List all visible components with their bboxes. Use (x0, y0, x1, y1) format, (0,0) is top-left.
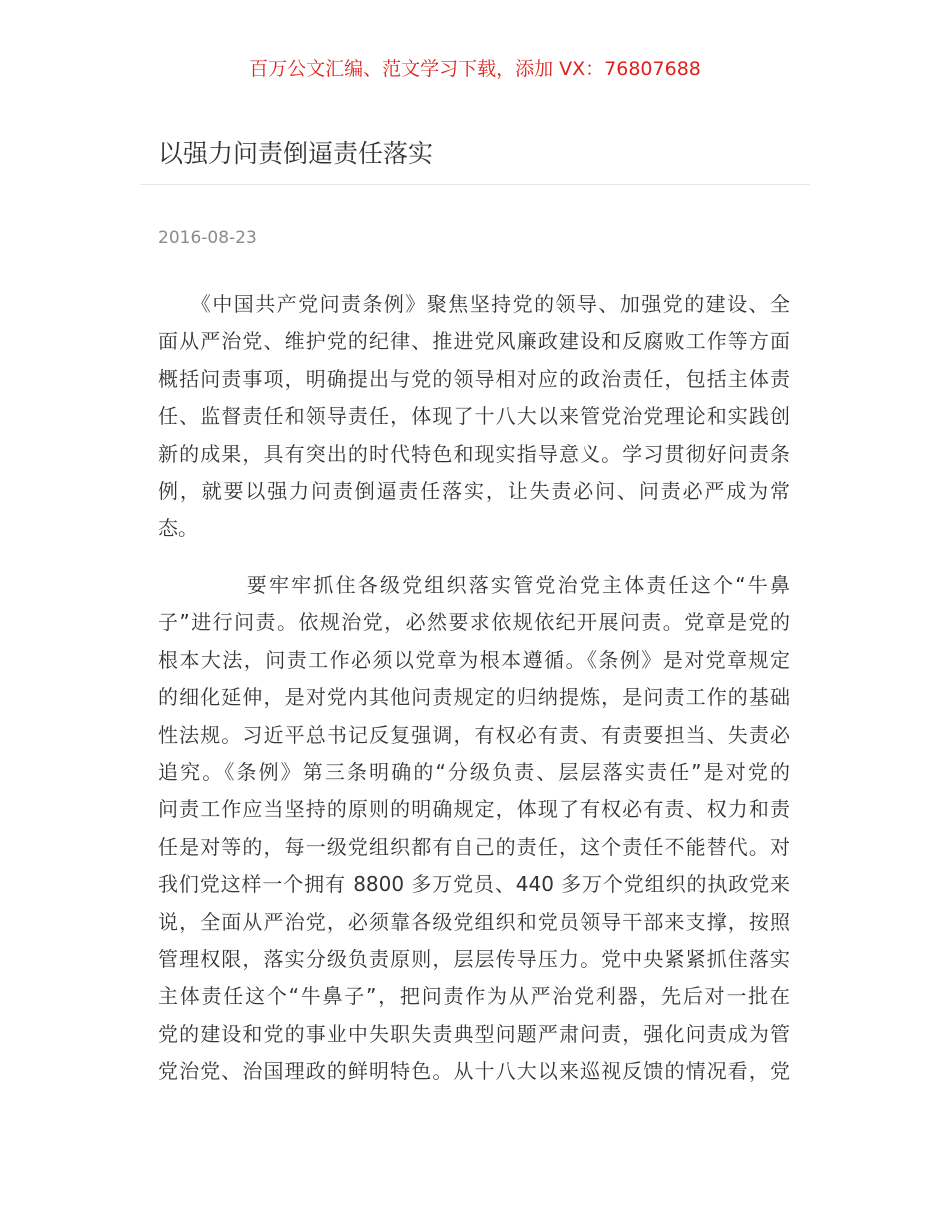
paragraph-line: 党治党、治国理政的鲜明特色。从十八大以来巡视反馈的情况看，党 (158, 1059, 790, 1084)
article-paragraph-2 (158, 567, 790, 1090)
paragraph-line: 追究。《条例》第三条明确的“分级负责、层层落实责任”是对党的 (158, 759, 790, 784)
paragraph-line: 面从严治党、维护党的纪律、推进党风廉政建设和反腐败工作等方面 (158, 329, 790, 354)
paragraph-line: 根本大法，问责工作必须以党章为根本遵循。《条例》是对党章规定 (158, 647, 790, 672)
paragraph-line: 任是对等的，每一级党组织都有自己的责任，这个责任不能替代。对 (158, 834, 790, 859)
paragraph-line: 党的建设和党的事业中失职失责典型问题严肃问责，强化问责成为管 (158, 1021, 790, 1046)
title-divider (140, 184, 810, 185)
paragraph-line: 性法规。习近平总书记反复强调，有权必有责、有责要担当、失责必 (158, 722, 790, 747)
promo-banner: 百万公文汇编、范文学习下载，添加 VX：76807688 (249, 58, 701, 80)
paragraph-line: 说，全面从严治党，必须靠各级党组织和党员领导干部来支撑，按照 (158, 909, 790, 934)
paragraph-line: 问责工作应当坚持的原则的明确规定，体现了有权必有责、权力和责 (158, 797, 790, 822)
paragraph-line: 要牢牢抓住各级党组织落实管党治党主体责任这个“牛鼻 (158, 573, 790, 597)
paragraph-line: 我们党这样一个拥有 8800 多万党员、440 多万个党组织的执政党来 (158, 872, 790, 897)
article-paragraph-1 (158, 286, 790, 548)
paragraph-line: 任、监督责任和领导责任，体现了十八大以来管党治党理论和实践创 (158, 404, 790, 429)
publish-date: 2016-08-23 (158, 228, 257, 248)
paragraph-line: 管理权限，落实分级负责原则，层层传导压力。党中央紧紧抓住落实 (158, 946, 790, 971)
paragraph-line: 《中国共产党问责条例》聚焦坚持党的领导、加强党的建设、全 (158, 292, 790, 316)
paragraph-line: 子”进行问责。依规治党，必然要求依规依纪开展问责。党章是党的 (158, 610, 790, 635)
paragraph-line: 概括问责事项，明确提出与党的领导相对应的政治责任，包括主体责 (158, 366, 790, 391)
paragraph-line: 态。 (158, 516, 198, 541)
paragraph-line: 的细化延伸，是对党内其他问责规定的归纳提炼，是问责工作的基础 (158, 685, 790, 710)
paragraph-line: 新的成果，具有突出的时代特色和现实指导意义。学习贯彻好问责条 (158, 441, 790, 466)
paragraph-line: 例，就要以强力问责倒逼责任落实，让失责必问、问责必严成为常 (158, 478, 790, 503)
article-title: 以强力问责倒逼责任落实 (158, 139, 434, 168)
paragraph-line: 主体责任这个“牛鼻子”，把问责作为从严治党利器，先后对一批在 (158, 984, 790, 1009)
